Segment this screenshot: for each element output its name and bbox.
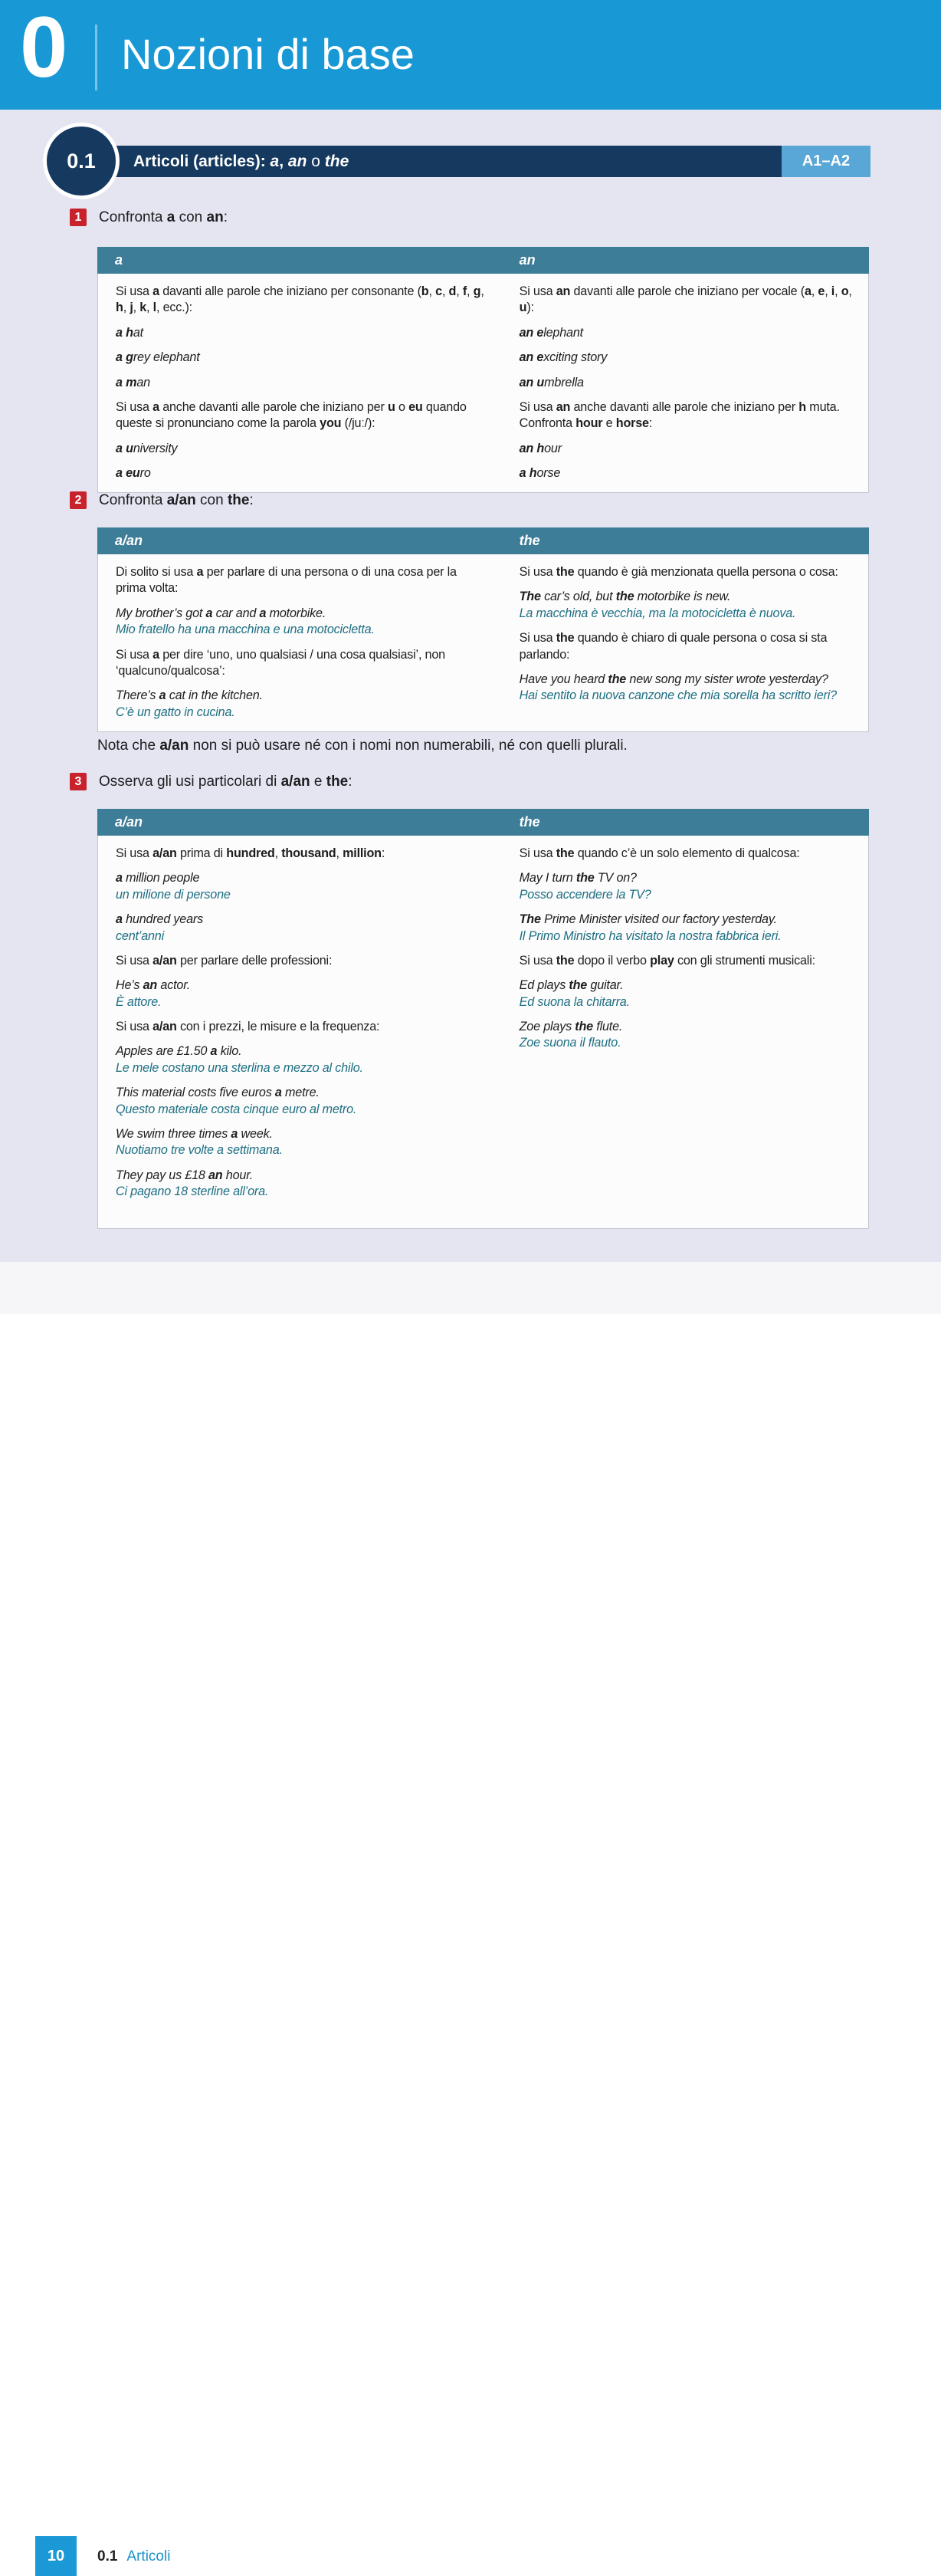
page-footer <box>0 1262 941 2564</box>
table-2-column-the <box>502 554 868 731</box>
step-1-text: Confronta a con an: <box>99 209 228 225</box>
section-title: Articoli (articles): a, an o the <box>133 152 349 170</box>
footer-section-reference <box>97 2548 170 2565</box>
table-3-header-row <box>97 809 869 836</box>
table-1-header-a: a <box>115 252 123 268</box>
comparison-table-special-uses <box>97 809 869 1229</box>
example-italian: Zoe suona il flauto. <box>519 1036 621 1050</box>
example-english: The Prime Minister visited our factory yesterday. <box>519 912 777 927</box>
rule-text: Di solito si usa a per parlare di una persona o di una cosa per la prima volta: <box>116 565 457 596</box>
example-english: My brother’s got a car and a motorbike. <box>116 606 326 620</box>
table-1-column-an <box>502 274 868 492</box>
example-english: This material costs five euros a metre. <box>116 1086 320 1100</box>
example-english: a million people <box>116 871 200 886</box>
example-italian: C’è un gatto in cucina. <box>116 705 235 719</box>
table-1-header-an: an <box>519 252 536 268</box>
rule-text: Si usa a/an per parlare delle professioni: <box>116 953 333 968</box>
rule-text: Si usa a davanti alle parole che iniziano per consonante (b, c, d, f, g, h, j, k, l, ecc.): <box>116 284 484 315</box>
comparison-table-aan-vs-the <box>97 527 869 732</box>
rule-text: Si usa the quando è già menzionata quella persona o cosa: <box>519 565 838 579</box>
example-english: a horse <box>519 466 561 480</box>
table-1-body <box>97 274 869 493</box>
example-italian: Ed suona la chitarra. <box>519 994 630 1009</box>
example-english: an umbrella <box>519 375 584 389</box>
table-3-column-aan <box>98 836 502 1228</box>
table-2-header-row <box>97 527 869 554</box>
step-3-heading <box>70 773 352 790</box>
table-3-column-the <box>502 836 868 1228</box>
step-1-number-badge: 1 <box>70 209 87 226</box>
example-italian: È attore. <box>116 994 162 1009</box>
rule-text: Si usa a/an prima di hundred, thousand, million: <box>116 846 385 860</box>
example-italian: La macchina è vecchia, ma la motocicletta è nuova. <box>519 606 796 620</box>
table-3-body <box>97 836 869 1229</box>
table-2-body <box>97 554 869 732</box>
rule-text: Si usa a per dire ‘uno, uno qualsiasi / una cosa qualsiasi’, non ‘qualcuno/qualcosa’: <box>116 647 445 678</box>
example-english: Zoe plays the flute. <box>519 1020 623 1033</box>
table-3-header-aan: a/an <box>115 814 143 830</box>
example-english: May I turn the TV on? <box>519 871 637 886</box>
step-1-heading <box>70 209 228 226</box>
step-2-heading <box>70 491 254 509</box>
example-italian: Mio fratello ha una macchina e una motocicletta. <box>116 623 375 637</box>
chapter-divider <box>95 25 97 90</box>
example-english: a university <box>116 441 178 455</box>
example-english: They pay us £18 an hour. <box>116 1168 254 1182</box>
example-italian: un milione di persone <box>116 887 231 902</box>
chapter-title: Nozioni di base <box>121 30 415 78</box>
rule-text: Si usa the quando c’è un solo elemento di qualcosa: <box>519 846 800 860</box>
example-italian: Questo materiale costa cinque euro al metro. <box>116 1102 357 1116</box>
comparison-table-a-vs-an <box>97 247 869 493</box>
example-italian: Posso accendere la TV? <box>519 887 651 902</box>
chapter-number: 0 <box>20 0 68 95</box>
rule-text: Si usa an davanti alle parole che iniziano per vocale (a, e, i, o, u): <box>519 284 852 315</box>
example-english: a hundred years <box>116 912 203 927</box>
example-english: The car’s old, but the motorbike is new. <box>519 590 731 604</box>
table-2-header-aan: a/an <box>115 533 143 548</box>
table-2-header-the: the <box>519 533 540 548</box>
step-3-text: Osserva gli usi particolari di a/an e the: <box>99 774 352 790</box>
example-english: There’s a cat in the kitchen. <box>116 688 263 703</box>
example-english: We swim three times a week. <box>116 1126 273 1141</box>
example-english: Apples are £1.50 a kilo. <box>116 1044 242 1059</box>
footer-section-name: Articoli <box>126 2548 171 2564</box>
table-2-column-aan <box>98 554 502 731</box>
example-italian: cent’anni <box>116 928 164 943</box>
example-italian: Le mele costano una sterlina e mezzo al chilo. <box>116 1060 363 1075</box>
example-english: He’s an actor. <box>116 978 191 993</box>
section-number: 0.1 <box>67 149 96 172</box>
step-3-number-badge: 3 <box>70 773 87 790</box>
example-english: an hour <box>519 441 562 455</box>
level-badge: A1–A2 <box>782 146 871 177</box>
example-italian: Il Primo Ministro ha visitato la nostra fabbrica ieri. <box>519 928 782 943</box>
example-italian: Hai sentito la nuova canzone che mia sorella ha scritto ieri? <box>519 688 837 703</box>
table-3-header-the: the <box>519 814 540 830</box>
footer-section-number: 0.1 <box>97 2548 118 2564</box>
step-2-number-badge: 2 <box>70 491 87 509</box>
rule-text: Si usa an anche davanti alle parole che iniziano per h muta. Confronta hour e horse: <box>519 399 840 431</box>
example-english: Have you heard the new song my sister wrote yesterday? <box>519 672 828 686</box>
table-1-header-row <box>97 247 869 274</box>
example-english: a grey elephant <box>116 350 200 365</box>
page-number: 10 <box>47 2547 65 2564</box>
section-title-bar <box>89 146 782 177</box>
example-english: an exciting story <box>519 350 608 365</box>
rule-text: Si usa the dopo il verbo play con gli strumenti musicali: <box>519 953 815 968</box>
example-english: Ed plays the guitar. <box>519 978 624 993</box>
page-number-box <box>35 2536 77 2576</box>
example-english: a euro <box>116 466 151 480</box>
rule-text: Si usa a/an con i prezzi, le misure e la frequenza: <box>116 1020 380 1033</box>
section-number-circle <box>43 123 120 199</box>
step-2-text: Confronta a/an con the: <box>99 492 254 508</box>
rule-text: Si usa the quando è chiaro di quale persona o cosa si sta parlando: <box>519 631 828 662</box>
rule-text: Si usa a anche davanti alle parole che iniziano per u o eu quando queste si pronunciano come la parola you (/juː/): <box>116 399 467 431</box>
example-italian: Ci pagano 18 sterline all’ora. <box>116 1184 269 1198</box>
chapter-header <box>0 0 941 110</box>
example-english: a man <box>116 375 150 389</box>
example-italian: Nuotiamo tre volte a settimana. <box>116 1143 283 1158</box>
usage-note: Nota che a/an non si può usare né con i nomi non numerabili, né con quelli plurali. <box>97 738 628 754</box>
table-1-column-a <box>98 274 502 492</box>
example-english: an elephant <box>519 325 583 340</box>
example-english: a hat <box>116 325 143 340</box>
